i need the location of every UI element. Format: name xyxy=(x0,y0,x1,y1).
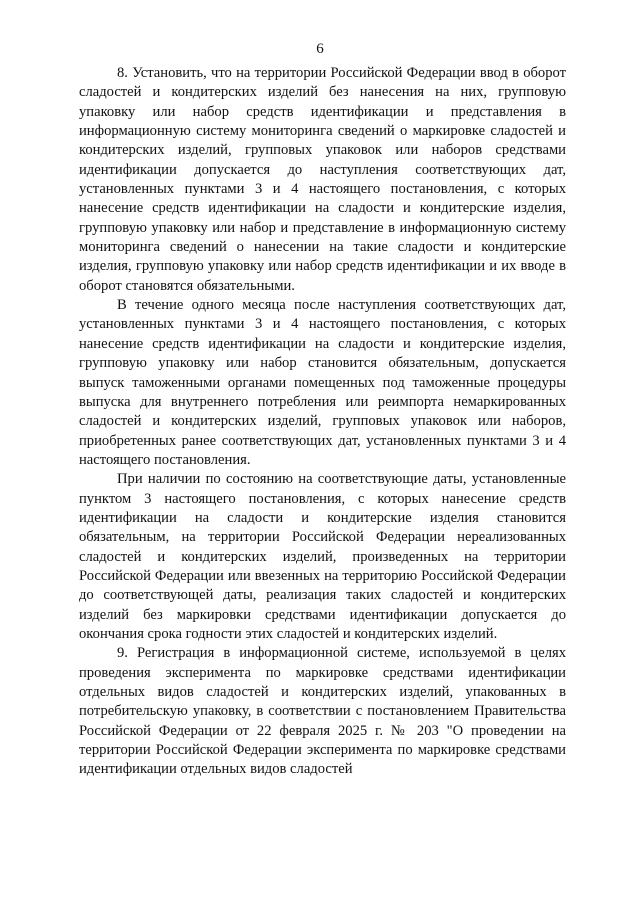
paragraph-unsold-stock: При наличии по состоянию на соответствующие даты, установленные пунктом 3 настоящего постановления, с которых нанесение средств идентификации на сладости и кондитерские изделия становится обязательным, на территории Российской Федерации нереализованных сладостей и кондитерских изделий, произведенных на территории Российской Федерации или ввезенных на территорию Российской Федерации до соответствующей даты, реализация таких сладостей и кондитерских изделий без маркировки средствами идентификации допускается до окончания срока годности этих сладостей и кондитерских изделий. xyxy=(79,471,566,642)
paragraph-customs-release: В течение одного месяца после наступления соответствующих дат, установленных пунктами 3 и 4 настоящего постановления, с которых нанесение средств идентификации на сладости и кондитерские изделия, групповую упаковку или набор становится обязательным, допускается выпуск таможенными органами помещенных под таможенные процедуры выпуска для внутреннего потребления или реимпорта немаркированных сладостей и кондитерских изделий, групповых упаковок или наборов, приобретенных ранее соответствующих дат, установленных пунктами 3 и 4 настоящего постановления. xyxy=(79,297,566,468)
page-number: 6 xyxy=(316,41,324,57)
paragraph-9: 9. Регистрация в информационной системе, используемой в целях проведения эксперимента по маркировке средствами идентификации отдельных видов сладостей и кондитерских изделий, упакованных в потребительскую упаковку, в соответствии с постановлением Правительства Российской Федерации от 22 февраля 2025 г. № 203 "О проведении на территории Российской Федерации эксперимента по маркировке средствами идентификации отдельных видов сладостей xyxy=(79,645,566,778)
document-body xyxy=(79,64,566,780)
paragraph-8: 8. Установить, что на территории Российской Федерации ввод в оборот сладостей и кондитерских изделий без нанесения на них, групповую упаковку или набор средств идентификации и представления в информационную систему мониторинга сведений о маркировке сладостей и кондитерских изделий, групповых упаковок или наборов средствами идентификации допускается до наступления соответствующих дат, установленных пунктами 3 и 4 настоящего постановления, с которых нанесение средств идентификации на сладости и кондитерские изделия, групповую упаковку или набор и представление в информационную систему мониторинга сведений о нанесении на такие сладости и кондитерские изделия, групповую упаковку или набор средств идентификации и их вводе в оборот становятся обязательными. xyxy=(79,65,566,294)
